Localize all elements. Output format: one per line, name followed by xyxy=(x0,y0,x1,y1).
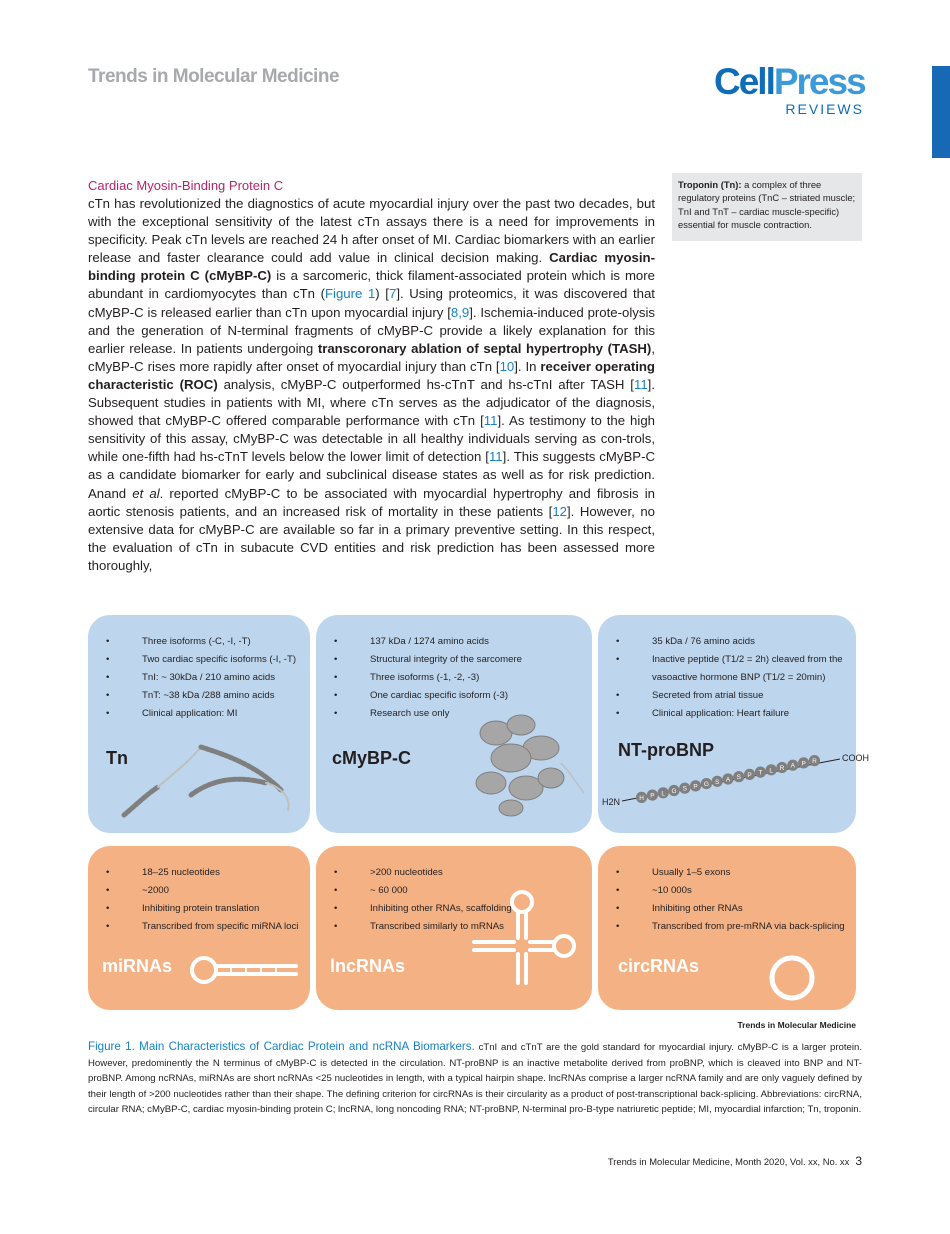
residue-label: T xyxy=(758,769,763,777)
residue-label: L xyxy=(661,790,665,798)
body-text-segment: , cMyBP-C rises more rapidly after onset of myocardial injury than cTn [ xyxy=(88,340,655,374)
panel-bullet: • ~ 60 000 xyxy=(334,882,592,900)
panel-circrnas xyxy=(598,846,856,1010)
caption-title: Figure 1. Main Characteristics of Cardiac Protein and ncRNA Biomarkers. xyxy=(88,1040,475,1053)
panel-title: lncRNAs xyxy=(330,956,406,976)
glossary-term-highlight: transcoronary ablation of septal hypertrophy (TASH) xyxy=(317,340,652,356)
circular-rna-icon xyxy=(762,950,822,1006)
footer-citation: Trends in Molecular Medicine, Month 2020, Vol. xx, No. xx xyxy=(607,1156,850,1167)
body-text-segment: ]. Subsequent studies in patients with MI, where cTn serves as the adjudicator of the diagnosis, showed that cMyBP-C offered comparable performance with cTn [ xyxy=(88,376,655,429)
body-text-segment: ]. This suggests cMyBP-C as a candidate biomarker for early and subclinical disease states as well as for risk prediction. Anand xyxy=(88,449,655,501)
residue-label: P xyxy=(650,792,655,800)
panel-title: NT-proBNP xyxy=(618,740,714,760)
reference-link[interactable]: 11 xyxy=(633,376,648,392)
body-text-segment: ]. Ischemia-induced prote-olysis and the generation of N-terminal fragments of cMyBP-C provide a likely explanation for this earlier release. In patients undergoing xyxy=(88,304,655,356)
edge-tab xyxy=(932,66,950,158)
figure-source-label: Trends in Molecular Medicine xyxy=(737,1020,856,1030)
reference-link[interactable]: Figure 1 xyxy=(324,286,376,302)
panel-bullet: • Two cardiac specific isoforms (-I, -T) xyxy=(106,651,310,669)
residue-label: L xyxy=(769,767,774,775)
body-text-segment: ) [ xyxy=(375,286,389,302)
panel-bullet: • Transcribed similarly to mRNAs xyxy=(334,918,592,936)
reference-link[interactable]: 11 xyxy=(488,449,503,465)
residue-label: S xyxy=(715,778,720,786)
panel-ntprobnp xyxy=(598,615,869,833)
residue-label: S xyxy=(736,774,741,782)
body-text-segment: cTn has revolutionized the diagnostics of acute myocardial injury over the past two decades, but with the exceptional sensitivity of the latest cTn assays there is a need for improvements in specificity. Peak cTn levels are reached 24 h after onset of MI. Cardiac biomarkers with an earlier release and faster clearance could add value in clinical decision making. xyxy=(88,196,655,266)
cellpress-logo xyxy=(714,61,865,117)
panel-bullet: • >200 nucleotides xyxy=(334,864,592,882)
panel-list xyxy=(106,864,310,936)
glossary-definition: a complex of three regulatory proteins (TnC – striated muscle; TnI and TnT – cardiac muscle-specific) essential for muscle contraction. xyxy=(678,179,856,230)
panel-bullet: • Inhibiting protein translation xyxy=(106,900,310,918)
residue-label: G xyxy=(703,781,709,789)
reference-link[interactable]: 8,9 xyxy=(450,304,470,320)
journal-header: Trends in Molecular Medicine xyxy=(88,66,340,87)
panel-tn xyxy=(88,615,310,833)
page-number: 3 xyxy=(855,1154,862,1168)
chain-end-label: COOH xyxy=(842,753,869,763)
lncrna-structure-icon xyxy=(464,888,584,1006)
panel-bullet: • Inhibiting other RNAs xyxy=(616,900,856,918)
figure-caption xyxy=(88,1039,862,1118)
residue-label: P xyxy=(747,771,752,779)
body-text-segment: . reported cMyBP-C to be associated with myocardial hypertrophy and fibrosis in aortic stenosis patients, and an increased risk of mortality in these patients [ xyxy=(88,485,655,519)
body-text-segment: ]. In xyxy=(514,358,541,374)
residue-label: A xyxy=(725,776,731,784)
panel-bullet: • Clinical application: MI xyxy=(106,705,310,723)
panel-bullet: • ~2000 xyxy=(106,882,310,900)
cmybpc-structure-icon xyxy=(456,703,586,823)
body-text-segment: et al xyxy=(132,485,160,501)
logo-press: Press xyxy=(773,61,865,102)
troponin-structure-icon xyxy=(116,735,306,825)
page-footer xyxy=(580,1154,862,1168)
residue-label: G xyxy=(671,787,677,795)
panel-bullet: • Secreted from atrial tissue xyxy=(616,687,856,705)
body-text-segment: ]. However, no extensive data for cMyBP-C are available so far in a primary preventive setting. In this respect, the evaluation of cTn in subacute CVD entities and risk prediction has been assessed more thoroughly, xyxy=(88,503,655,573)
panel-bullet: • Inhibiting other RNAs, scaffolding xyxy=(334,900,592,918)
residue-label: R xyxy=(812,758,817,766)
panel-bullet: • Clinical application: Heart failure xyxy=(616,705,856,723)
chain-start-label: H2N xyxy=(602,797,621,807)
peptide-chain-icon xyxy=(600,745,869,815)
panel-bullet: • Usually 1–5 exons xyxy=(616,864,856,882)
body-text-segment: ]. As testimony to the high sensitivity of this assay, cMyBP-C was detectable in all healthy individuals serving as con-trols, while one-fifth had hs-cTnT levels below the lower limit of detection [ xyxy=(88,413,655,465)
panel-list xyxy=(616,864,856,936)
panel-lncrnas xyxy=(316,846,592,1010)
body-text-segment: analysis, cMyBP-C outperformed hs-cTnT and hs-cTnI after TASH [ xyxy=(217,376,634,392)
residue-label: H xyxy=(639,794,644,802)
body-paragraph xyxy=(88,195,655,575)
glossary-term: Troponin (Tn): xyxy=(678,179,742,190)
reference-link[interactable]: 11 xyxy=(483,413,498,429)
panel-list xyxy=(106,633,310,723)
panel-title: miRNAs xyxy=(102,956,173,976)
panel-bullet: • One cardiac specific isoform (-3) xyxy=(334,687,592,705)
panel-bullet: • Research use only xyxy=(334,705,592,723)
logo-reviews: REVIEWS xyxy=(785,101,864,117)
glossary-term-highlight: Cardiac myosin-binding protein C (cMyBP-C) xyxy=(88,250,655,284)
panel-bullet: • 18–25 nucleotides xyxy=(106,864,310,882)
panel-title: cMyBP-C xyxy=(332,748,412,768)
panel-bullet: • 35 kDa / 76 amino acids xyxy=(616,633,856,651)
glossary-box xyxy=(672,173,862,241)
panel-mirnas xyxy=(88,846,310,1010)
panel-bullet: • 137 kDa / 1274 amino acids xyxy=(334,633,592,651)
panel-bullet: • Three isoforms (-1, -2, -3) xyxy=(334,669,592,687)
section-title: Cardiac Myosin-Binding Protein C xyxy=(88,178,284,193)
panel-bullet: • Transcribed from specific miRNA loci xyxy=(106,918,310,936)
residue-label: S xyxy=(682,785,687,793)
residue-label: P xyxy=(693,783,698,791)
panel-cmybpc xyxy=(316,615,592,833)
reference-link[interactable]: 12 xyxy=(552,503,567,519)
panel-bullet: • Inactive peptide (T1/2 = 2h) cleaved from the vasoactive hormone BNP (T1/2 = 20min) xyxy=(616,651,856,687)
reference-link[interactable]: 7 xyxy=(388,286,397,302)
panel-bullet: • Transcribed from pre-mRNA via back-splicing xyxy=(616,918,856,936)
panel-bullet: • TnI: ~ 30kDa / 210 amino acids xyxy=(106,669,310,687)
hairpin-rna-icon xyxy=(186,952,306,992)
body-text-segment: ]. Using proteomics, it was discovered that cMyBP-C is released earlier than cTn upon myocardial injury [ xyxy=(88,286,655,320)
body-text-segment: is a sarcomeric, thick filament-associated protein which is more abundant in cardiomyocytes than cTn ( xyxy=(88,268,655,302)
panel-bullet: • Structural integrity of the sarcomere xyxy=(334,651,592,669)
residue-label: R xyxy=(779,765,785,773)
panel-bullet: • TnT: ~38 kDa /288 amino acids xyxy=(106,687,310,705)
panel-bullet: • ~10 000s xyxy=(616,882,856,900)
panel-list xyxy=(616,633,856,723)
logo-cell: Cell xyxy=(714,61,774,102)
panel-title: Tn xyxy=(106,748,128,768)
residue-label: A xyxy=(790,762,795,770)
reference-link[interactable]: 10 xyxy=(499,358,515,374)
panel-bullet: • Three isoforms (-C, -I, -T) xyxy=(106,633,310,651)
caption-text: cTnI and cTnT are the gold standard for myocardial injury. cMyBP-C is a larger protein. However, predominently the N terminus of cMyBP-C is detected in the circulation. NT-proBNP is an inactive metabolite derived from proBNP, which is cleaved into BNP and NT-proBNP. Among ncRNAs, miRNAs are short ncRNAs <25 nucleotides in length, with a typical hairpin shape. lncRNAs comprise a larger ncRNA family and are only vaguely defined by their length of >200 nucleotides rather than their shape. The defining criterion for circRNAs is their circularity as a product of post-transcriptional back-splicing. Abbreviations: circRNA, circular RNA; cMyBP-C, cardiac myosin-binding protein C; lncRNA, long noncoding RNA; NT-proBNP, N-terminal pro-B-type natriuretic peptide; MI, myocardial infarction; Tn, troponin. xyxy=(88,1042,862,1116)
panel-title: circRNAs xyxy=(618,956,700,976)
glossary-term-highlight: receiver operating characteristic (ROC) xyxy=(88,358,655,392)
residue-label: P xyxy=(801,760,806,768)
